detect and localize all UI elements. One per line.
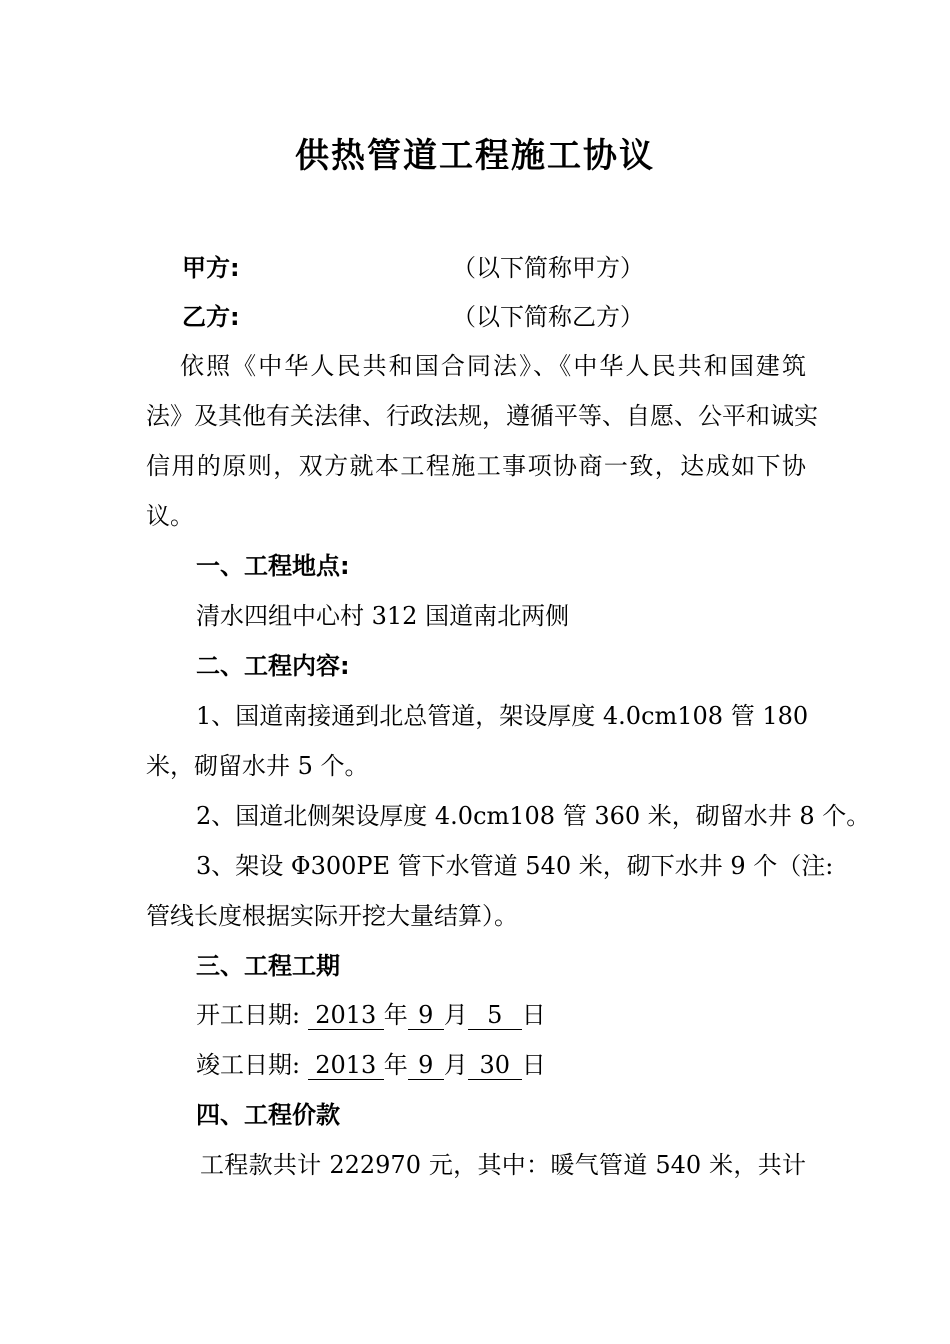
section-2-line-3: 2、国道北侧架设厚度 4.0cm108 管 360 米，砌留水井 8 个。 <box>196 802 871 830</box>
section-2-line-5: 管线长度根据实际开挖大量结算）。 <box>146 902 518 930</box>
start-day: 5 <box>468 1001 522 1030</box>
start-date-row <box>196 999 546 1031</box>
section-2-line-4: 3、架设 Φ300PE 管下水管道 540 米，砌下水井 9 个（注: <box>196 852 834 880</box>
section-4-text: 工程款共计 222970 元，其中：暖气管道 540 米，共计 <box>200 1151 806 1179</box>
section-1-text: 清水四组中心村 312 国道南北两侧 <box>196 602 570 630</box>
start-month-unit: 月 <box>443 1001 468 1029</box>
section-2-line-1: 1、国道南接通到北总管道，架设厚度 4.0cm108 管 180 <box>196 702 809 730</box>
section-1-heading: 一、工程地点: <box>196 552 350 580</box>
end-month: 9 <box>408 1051 444 1080</box>
start-year: 2013 <box>308 1001 384 1030</box>
start-year-unit: 年 <box>383 1001 408 1029</box>
end-date-label: 竣工日期: <box>196 1051 301 1079</box>
start-month: 9 <box>408 1001 444 1030</box>
intro-line-4: 议。 <box>146 502 194 530</box>
end-year-unit: 年 <box>383 1051 408 1079</box>
end-day-unit: 日 <box>521 1051 546 1079</box>
intro-line-2: 法》及其他有关法律、行政法规，遵循平等、自愿、公平和诚实 <box>146 402 818 430</box>
end-date-row <box>196 1049 546 1081</box>
party-b-note: （以下简称乙方） <box>452 303 644 331</box>
end-year: 2013 <box>308 1051 384 1080</box>
intro-line-3: 信用的原则，双方就本工程施工事项协商一致，达成如下协 <box>146 452 806 480</box>
party-b-label: 乙方: <box>182 303 240 331</box>
start-day-unit: 日 <box>521 1001 546 1029</box>
section-2-line-2: 米，砌留水井 5 个。 <box>146 752 369 780</box>
section-3-heading: 三、工程工期 <box>196 952 340 980</box>
section-4-heading: 四、工程价款 <box>196 1101 340 1129</box>
section-2-heading: 二、工程内容: <box>196 652 350 680</box>
end-day: 30 <box>468 1051 522 1080</box>
end-month-unit: 月 <box>443 1051 468 1079</box>
document-title: 供热管道工程施工协议 <box>295 136 655 176</box>
intro-line-1: 依照《中华人民共和国合同法》、《中华人民共和国建筑 <box>180 352 806 380</box>
start-date-label: 开工日期: <box>196 1001 301 1029</box>
party-a-label: 甲方: <box>182 254 240 282</box>
party-a-note: （以下简称甲方） <box>452 254 644 282</box>
